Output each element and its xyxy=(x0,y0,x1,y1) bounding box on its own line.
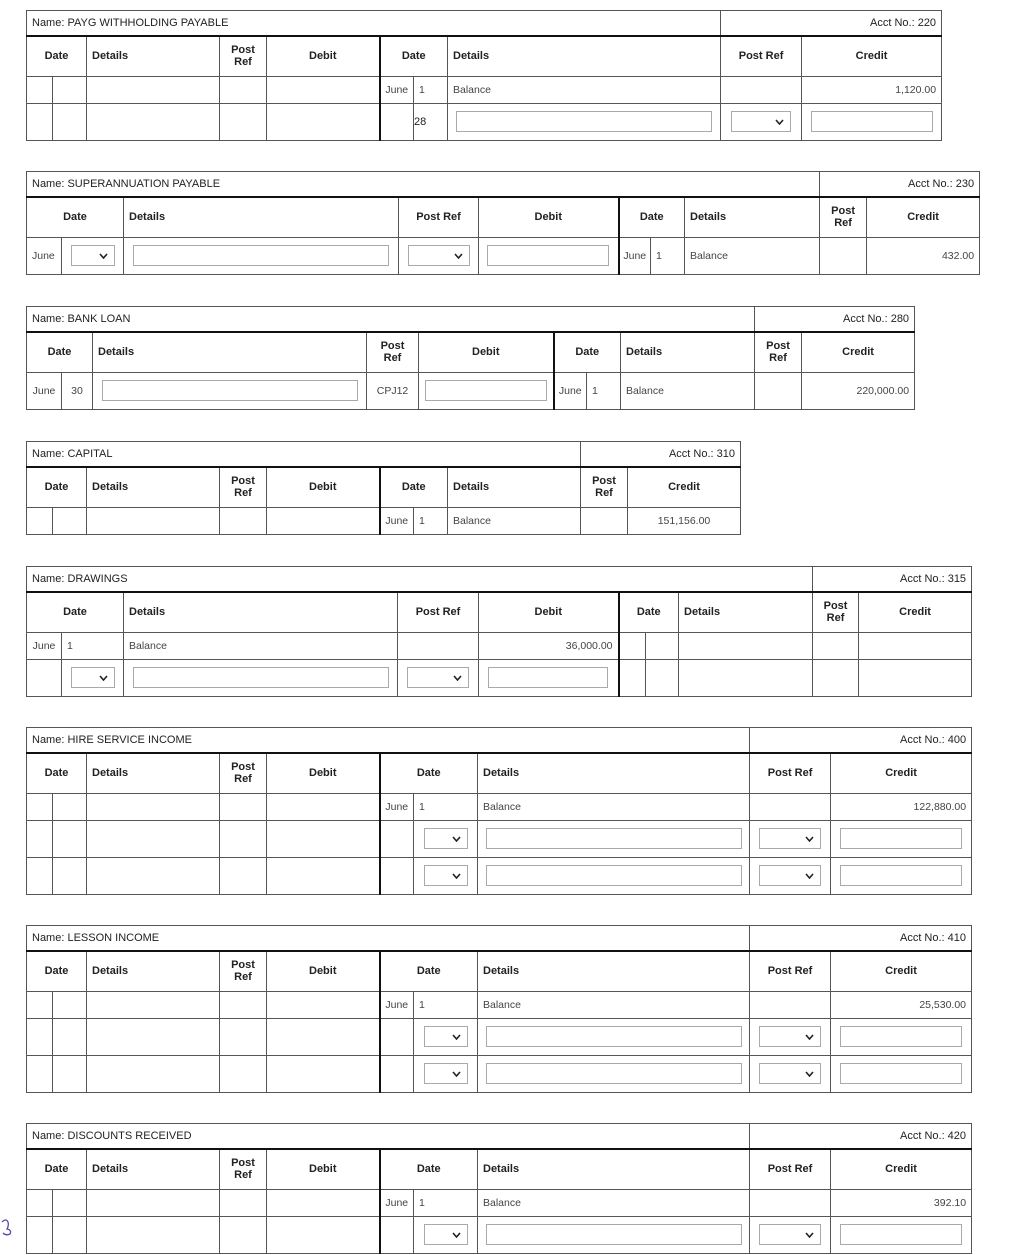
credit-amount: 392.10 xyxy=(831,1189,972,1216)
details-text: Balance xyxy=(621,372,755,409)
header-date: Date xyxy=(619,592,679,632)
header-details: Details xyxy=(621,332,755,372)
account-number: Acct No.: 400 xyxy=(750,728,972,754)
chevron-down-icon xyxy=(775,119,784,125)
header-details: Details xyxy=(124,592,398,632)
header-details: Details xyxy=(679,592,813,632)
header-post-ref: Post Ref xyxy=(820,197,867,237)
header-date: Date xyxy=(554,332,621,372)
details-text: Balance xyxy=(478,1189,750,1216)
account-number: Acct No.: 220 xyxy=(721,11,942,37)
date-day-select[interactable] xyxy=(424,1224,468,1245)
account-number: Acct No.: 230 xyxy=(820,172,980,198)
account-name: Name: SUPERANNUATION PAYABLE xyxy=(27,172,820,198)
chevron-down-icon xyxy=(99,675,108,681)
date-month: June xyxy=(27,237,62,274)
header-credit: Credit xyxy=(831,753,972,793)
header-credit: Credit xyxy=(867,197,980,237)
ledger-capital xyxy=(26,441,741,535)
account-number: Acct No.: 310 xyxy=(581,442,741,468)
date-month: June xyxy=(380,793,414,820)
credit-amount: 1,120.00 xyxy=(802,76,942,103)
debit-amount: 36,000.00 xyxy=(479,632,619,659)
account-number: Acct No.: 420 xyxy=(750,1124,972,1150)
ledger-discounts-received xyxy=(26,1123,972,1254)
date-day-select[interactable] xyxy=(71,245,115,266)
debit-input[interactable] xyxy=(425,380,547,401)
details-input[interactable] xyxy=(102,380,358,401)
account-name: Name: BANK LOAN xyxy=(27,307,755,333)
credit-input[interactable] xyxy=(840,1026,962,1047)
account-name: Name: PAYG WITHHOLDING PAYABLE xyxy=(27,11,721,37)
header-debit: Debit xyxy=(267,1149,380,1189)
date-day: 1 xyxy=(414,991,478,1018)
chevron-down-icon xyxy=(452,873,461,879)
chevron-down-icon xyxy=(805,873,814,879)
details-input[interactable] xyxy=(456,111,712,132)
header-date: Date xyxy=(380,951,478,991)
account-name: Name: HIRE SERVICE INCOME xyxy=(27,728,750,754)
header-credit: Credit xyxy=(831,951,972,991)
header-credit: Credit xyxy=(802,332,915,372)
credit-input[interactable] xyxy=(811,111,933,132)
header-post-ref: Post Ref xyxy=(398,592,479,632)
header-post-ref: Post Ref xyxy=(399,197,479,237)
header-credit: Credit xyxy=(628,467,741,507)
header-details: Details xyxy=(478,951,750,991)
header-credit: Credit xyxy=(831,1149,972,1189)
date-month: June xyxy=(27,632,62,659)
credit-amount: 432.00 xyxy=(867,237,980,274)
header-details: Details xyxy=(87,753,220,793)
header-date: Date xyxy=(27,1149,87,1189)
credit-amount: 220,000.00 xyxy=(802,372,915,409)
date-day: 1 xyxy=(414,76,448,103)
header-details: Details xyxy=(87,1149,220,1189)
header-post-ref: Post Ref xyxy=(220,36,267,76)
ledger-drawings xyxy=(26,566,972,697)
credit-input[interactable] xyxy=(840,1063,962,1084)
post-ref-text: CPJ12 xyxy=(367,372,419,409)
chevron-down-icon xyxy=(454,253,463,259)
post-ref-select[interactable] xyxy=(759,828,821,849)
debit-input[interactable] xyxy=(488,667,608,688)
header-debit: Debit xyxy=(419,332,554,372)
chevron-down-icon xyxy=(805,1232,814,1238)
date-day-select[interactable] xyxy=(424,1026,468,1047)
account-name: Name: DRAWINGS xyxy=(27,567,813,593)
details-input[interactable] xyxy=(486,1026,742,1047)
credit-amount: 25,530.00 xyxy=(831,991,972,1018)
chevron-down-icon xyxy=(452,1034,461,1040)
date-day: 1 xyxy=(62,632,124,659)
header-details: Details xyxy=(448,467,581,507)
header-debit: Debit xyxy=(479,197,619,237)
date-month: June xyxy=(380,76,414,103)
ledger-hire-service-income xyxy=(26,727,972,895)
header-post-ref: Post Ref xyxy=(220,1149,267,1189)
header-date: Date xyxy=(619,197,685,237)
date-day: 28 xyxy=(414,103,448,140)
header-date: Date xyxy=(380,753,478,793)
header-details: Details xyxy=(478,753,750,793)
header-debit: Debit xyxy=(267,467,380,507)
header-post-ref: Post Ref xyxy=(220,951,267,991)
post-ref-select[interactable] xyxy=(408,245,470,266)
post-ref-select[interactable] xyxy=(759,1026,821,1047)
account-number: Acct No.: 280 xyxy=(755,307,915,333)
details-input[interactable] xyxy=(133,245,389,266)
header-post-ref: Post Ref xyxy=(721,36,802,76)
credit-amount: 122,880.00 xyxy=(831,793,972,820)
header-details: Details xyxy=(93,332,367,372)
header-date: Date xyxy=(380,36,448,76)
header-date: Date xyxy=(27,951,87,991)
header-date: Date xyxy=(27,467,87,507)
details-text: Balance xyxy=(685,237,820,274)
post-ref-select[interactable] xyxy=(759,1224,821,1245)
header-details: Details xyxy=(685,197,820,237)
details-input[interactable] xyxy=(486,865,742,886)
header-post-ref: Post Ref xyxy=(755,332,802,372)
credit-amount: 151,156.00 xyxy=(628,507,741,534)
account-name: Name: CAPITAL xyxy=(27,442,581,468)
header-date: Date xyxy=(27,36,87,76)
header-debit: Debit xyxy=(267,753,380,793)
details-input[interactable] xyxy=(486,828,742,849)
account-number: Acct No.: 315 xyxy=(813,567,972,593)
header-date: Date xyxy=(380,1149,478,1189)
date-day: 1 xyxy=(651,237,685,274)
account-number: Acct No.: 410 xyxy=(750,926,972,952)
header-credit: Credit xyxy=(859,592,972,632)
header-details: Details xyxy=(87,951,220,991)
ledger-payg xyxy=(26,10,942,141)
date-day-select[interactable] xyxy=(424,865,468,886)
header-credit: Credit xyxy=(802,36,942,76)
header-post-ref: Post Ref xyxy=(220,467,267,507)
date-month: June xyxy=(27,372,62,409)
hand-cursor-icon xyxy=(0,1216,16,1236)
ledger-lesson-income xyxy=(26,925,972,1093)
credit-input[interactable] xyxy=(840,1224,962,1245)
header-details: Details xyxy=(124,197,399,237)
account-name: Name: DISCOUNTS RECEIVED xyxy=(27,1124,750,1150)
header-details: Details xyxy=(87,467,220,507)
header-post-ref: Post Ref xyxy=(813,592,859,632)
date-day-select[interactable] xyxy=(424,1063,468,1084)
header-post-ref: Post Ref xyxy=(750,1149,831,1189)
header-post-ref: Post Ref xyxy=(750,753,831,793)
header-debit: Debit xyxy=(267,951,380,991)
ledger-superannuation xyxy=(26,171,980,275)
header-debit: Debit xyxy=(267,36,380,76)
header-post-ref: Post Ref xyxy=(367,332,419,372)
header-post-ref: Post Ref xyxy=(581,467,628,507)
ledger-bank-loan xyxy=(26,306,915,410)
date-day: 30 xyxy=(62,372,93,409)
header-debit: Debit xyxy=(479,592,619,632)
post-ref-select[interactable] xyxy=(731,111,791,132)
header-details: Details xyxy=(478,1149,750,1189)
debit-input[interactable] xyxy=(487,245,609,266)
header-details: Details xyxy=(448,36,721,76)
date-day: 1 xyxy=(414,793,478,820)
date-month: June xyxy=(554,372,587,409)
post-ref-select[interactable] xyxy=(759,865,821,886)
header-date: Date xyxy=(27,197,124,237)
date-month: June xyxy=(380,1189,414,1216)
details-text: Balance xyxy=(478,991,750,1018)
chevron-down-icon xyxy=(453,675,462,681)
details-text: Balance xyxy=(448,507,581,534)
date-month: June xyxy=(380,507,414,534)
details-text: Balance xyxy=(478,793,750,820)
chevron-down-icon xyxy=(99,253,108,259)
details-input[interactable] xyxy=(486,1063,742,1084)
chevron-down-icon xyxy=(805,1071,814,1077)
header-post-ref: Post Ref xyxy=(750,951,831,991)
header-post-ref: Post Ref xyxy=(220,753,267,793)
post-ref-select[interactable] xyxy=(759,1063,821,1084)
header-date: Date xyxy=(27,332,93,372)
chevron-down-icon xyxy=(452,1232,461,1238)
chevron-down-icon xyxy=(805,1034,814,1040)
chevron-down-icon xyxy=(805,836,814,842)
details-input[interactable] xyxy=(133,667,389,688)
date-month: June xyxy=(619,237,651,274)
date-month: June xyxy=(380,991,414,1018)
credit-input[interactable] xyxy=(840,828,962,849)
chevron-down-icon xyxy=(452,1071,461,1077)
details-text: Balance xyxy=(124,632,398,659)
details-text: Balance xyxy=(448,76,721,103)
header-date: Date xyxy=(27,753,87,793)
date-day-select[interactable] xyxy=(71,667,115,688)
chevron-down-icon xyxy=(452,836,461,842)
details-input[interactable] xyxy=(486,1224,742,1245)
header-date: Date xyxy=(27,592,124,632)
date-day: 1 xyxy=(414,1189,478,1216)
account-name: Name: LESSON INCOME xyxy=(27,926,750,952)
header-details: Details xyxy=(87,36,220,76)
credit-input[interactable] xyxy=(840,865,962,886)
date-day-select[interactable] xyxy=(424,828,468,849)
header-date: Date xyxy=(380,467,448,507)
post-ref-select[interactable] xyxy=(407,667,469,688)
date-day: 1 xyxy=(587,372,621,409)
date-day: 1 xyxy=(414,507,448,534)
